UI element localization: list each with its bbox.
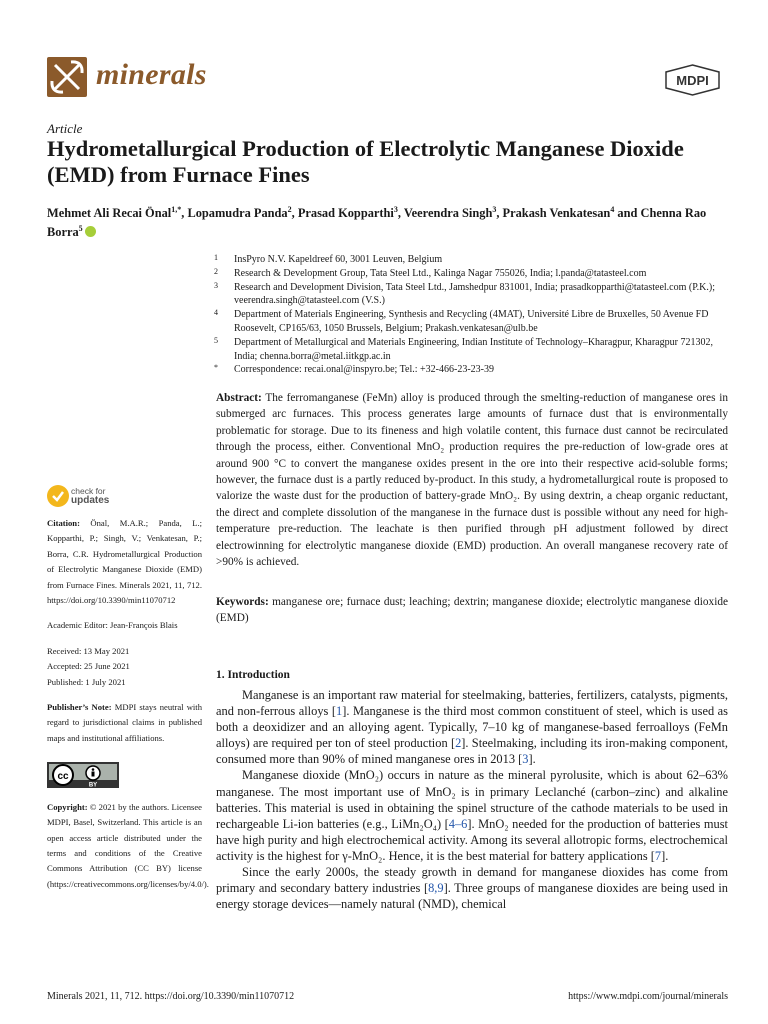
sidebar [47, 516, 209, 902]
journal-name: minerals [96, 58, 207, 91]
affiliations [214, 253, 729, 377]
author-sep: , [291, 206, 298, 221]
author[interactable]: Mehmet Ali Recai Önal [47, 206, 172, 221]
affiliation [214, 267, 729, 281]
citation-link[interactable]: 7 [654, 848, 662, 863]
accepted-date: Accepted: 25 June 2021 [47, 661, 130, 672]
footer-citation[interactable]: Minerals 2021, 11, 712. https://doi.org/10.3390/min11070712 [47, 991, 295, 1002]
intro-body [216, 687, 728, 912]
academic-editor: Academic Editor: Jean-François Blais [47, 620, 178, 631]
paragraph [216, 864, 728, 912]
copyright-text: © 2021 by the authors. Licensee MDPI, Basel, Switzerland. This article is an open access article distributed under the terms and conditions of the Creative Commons Attribution (CC BY) license (https://creativecommons.org/licenses/by/4.0/). [47, 801, 209, 889]
author-sep: , [397, 206, 404, 221]
check-updates-icon [47, 485, 69, 507]
citation-label: Citation: [47, 518, 80, 528]
author-sep: , [181, 206, 188, 221]
received-date: Received: 13 May 2021 [47, 645, 130, 656]
copyright [47, 800, 209, 892]
author-sep: , [496, 206, 503, 221]
check-updates-line1: check for [71, 486, 106, 496]
keywords [216, 594, 728, 627]
check-updates-line2: updates [71, 495, 110, 506]
affiliation-text: Research and Development Division, Tata Steel Ltd., Jamshedpur 831001, India; prasadkopparthi@tatasteel.com (P.K.); veerendra.singh@tatasteel.com (V.S.) [234, 281, 715, 307]
citation-text: Önal, M.A.R.; Panda, L.; Kopparthi, P.; Singh, V.; Venkatesan, P.; Borra, C.R. Hydrometallurgical Production of Electrolytic Manganese Dioxide (EMD) from Furnace Fines. Minerals 2021, 11, 712. https://doi.org/10.3390/min11070712 [47, 518, 202, 606]
affiliation-text: InsPyro N.V. Kapeldreef 60, 3001 Leuven, Belgium [234, 254, 443, 265]
text: ]. MnO₂ needed for the production of batteries must have high purity and high electrochemical activity. Among its several allotropic forms, electrochemical activity is the highest for γ-MnO₂. Hence, it is the best material for battery applications [ [216, 816, 728, 863]
author[interactable]: Prasad Kopparthi [297, 206, 394, 221]
mdpi-logo [665, 64, 720, 96]
publishers-note-text: MDPI stays neutral with regard to jurisdictional claims in published maps and institutional affiliations. [47, 702, 202, 743]
affiliation-number: 5 [214, 335, 218, 345]
author-affil-sup: 4 [610, 205, 615, 214]
citation-link[interactable]: 4–6 [448, 816, 468, 831]
correspondence [214, 363, 729, 377]
author-sep: and [614, 206, 641, 221]
paragraph [216, 687, 728, 767]
affiliation-number: 4 [214, 308, 218, 318]
footer-journal-url[interactable]: https://www.mdpi.com/journal/minerals [568, 991, 728, 1002]
affiliation-number: * [214, 363, 218, 373]
citation-link[interactable]: 1 [336, 704, 343, 719]
section-heading: 1. Introduction [216, 669, 290, 681]
author-affil-sup: 2 [287, 205, 292, 214]
affiliation-text: Department of Metallurgical and Materials Engineering, Indian Institute of Technology–Kharagpur, Kharagpur 721302, India; chenna.borra@metal.iitkgp.ac.in [234, 336, 713, 362]
keywords-text: manganese ore; furnace dust; leaching; dextrin; manganese dioxide; electrolytic manganese dioxide (EMD) [216, 596, 729, 625]
affiliation-text: Research & Development Group, Tata Steel Ltd., Kalinga Nagar 755026, India; l.panda@tatasteel.com [234, 267, 647, 279]
pickaxe-icon [47, 57, 87, 97]
text: ]. Steelmaking, including its iron-making component, consumed more than 90% of mined manganese ores in 2013 [ [216, 736, 728, 767]
affiliation-number: 2 [214, 266, 218, 276]
citation-link[interactable]: 3 [522, 752, 529, 767]
abstract-text: The ferromanganese (FeMn) alloy is produced through the smelting-reduction of manganese ores in submerged arc furnaces. This process generates large amounts of furnace dust that is environmentally problematic for storage. Due to its fineness and high volatile content, this furnace dust cannot be recirculated through the process, either. Conventional MnO₂ production requires the pre-reduction of low-grade ores at around 900 °C to convert the manganese oxides present in the ore into their respective acid-soluble forms; however, the furnace dust is a partly reduced by-product. In this study, a hydrometallurgical route is proposed to valorize the waste dust for the production of battery-grade MnO₂. By using dextrin, a cheap organic reductant, the direct and complete dissolution of the manganese in the furnace dust is possible without any need for high-temperature pre-reduction. The leachate is then purified through pH adjustment followed by direct electrowinning for electrolytic manganese dioxide (EMD) production. An overall manganese recovery rate of >90% is achieved. [216, 392, 728, 569]
affiliation [214, 336, 729, 364]
cc-by-license-icon[interactable] [47, 762, 119, 788]
text: Manganese is an important raw material for steelmaking, batteries, fertilizers, catalysts, pigments, and non-ferrous alloys [ [216, 688, 728, 719]
affiliation [214, 281, 729, 309]
publishers-note-label: Publisher’s Note: [47, 702, 112, 713]
affiliation-number: 1 [214, 253, 218, 262]
text: ]. [661, 848, 669, 863]
svg-text:cc: cc [57, 771, 69, 783]
publishers-note [47, 700, 202, 746]
citation-link[interactable]: 2 [455, 736, 462, 751]
paragraph [216, 767, 728, 864]
author[interactable]: Chenna Rao Borra [47, 206, 707, 240]
abstract-label: Abstract: [216, 392, 262, 404]
orcid-icon[interactable] [85, 226, 96, 237]
copyright-label: Copyright: [47, 801, 88, 812]
article-title: Hydrometallurgical Production of Electrolytic Manganese Dioxide (EMD) from Furnace Fines [47, 136, 684, 187]
abstract [216, 390, 728, 570]
author[interactable]: Lopamudra Panda [187, 206, 288, 221]
publisher-name: MDPI [676, 73, 709, 88]
author-list [47, 202, 727, 240]
affiliation-text: Department of Materials Engineering, Synthesis and Recycling (4MAT), Université Libre de Bruxelles, 50 Avenue FD Roosevelt, CP165/63, 1050 Brussels, Belgium; Prakash.venkatesan@ulb.be [234, 309, 709, 334]
text: ]. [528, 752, 536, 767]
affiliation [214, 253, 729, 267]
keywords-label: Keywords: [216, 596, 269, 608]
author-affil-sup: 3 [492, 205, 497, 214]
author-affil-sup: 1,* [171, 205, 182, 214]
cc-by-label: BY [88, 782, 98, 789]
text: ]. Three groups of manganese dioxides are being used in energy storage devices—namely natural (NMD), chemical [216, 881, 728, 912]
author[interactable]: Veerendra Singh [403, 206, 493, 221]
text: Manganese dioxide (MnO₂) occurs in nature as the mineral pyrolusite, which is about 62–63% manganese. The most important use of MnO₂ is in primary Leclanché (carbon–zinc) and alkaline batteries. This material is used in obtaining the spinel structure of the cathode materials to be used in rechargeable Li-ion batteries (e.g., LiMn₂O₄) [ [216, 768, 728, 831]
article-type: Article [47, 121, 83, 136]
author-affil-sup: 3 [393, 205, 398, 214]
citation [47, 516, 202, 608]
author[interactable]: Prakash Venkatesan [502, 206, 611, 221]
author-affil-sup: 5 [78, 224, 83, 234]
citation-link[interactable]: 8,9 [428, 881, 444, 896]
published-date: Published: 1 July 2021 [47, 676, 126, 687]
text: ]. Manganese is the third most common constituent of steel, which is used as both a deoxidizer and an alloying agent. Typically, 7–10 kg of manganese-based ferroalloys (FeMn alloys) are required per ton of steel production [ [216, 704, 728, 751]
affiliation-text: Correspondence: recai.onal@inspyro.be; Tel.: +32-466-23-23-39 [234, 364, 495, 376]
affiliation-number: 3 [214, 280, 218, 290]
journal-logo [47, 57, 87, 97]
affiliation [214, 308, 729, 336]
text: Since the early 2000s, the steady growth in demand for manganese dioxides has come from primary and secondary battery industries [ [216, 865, 728, 896]
